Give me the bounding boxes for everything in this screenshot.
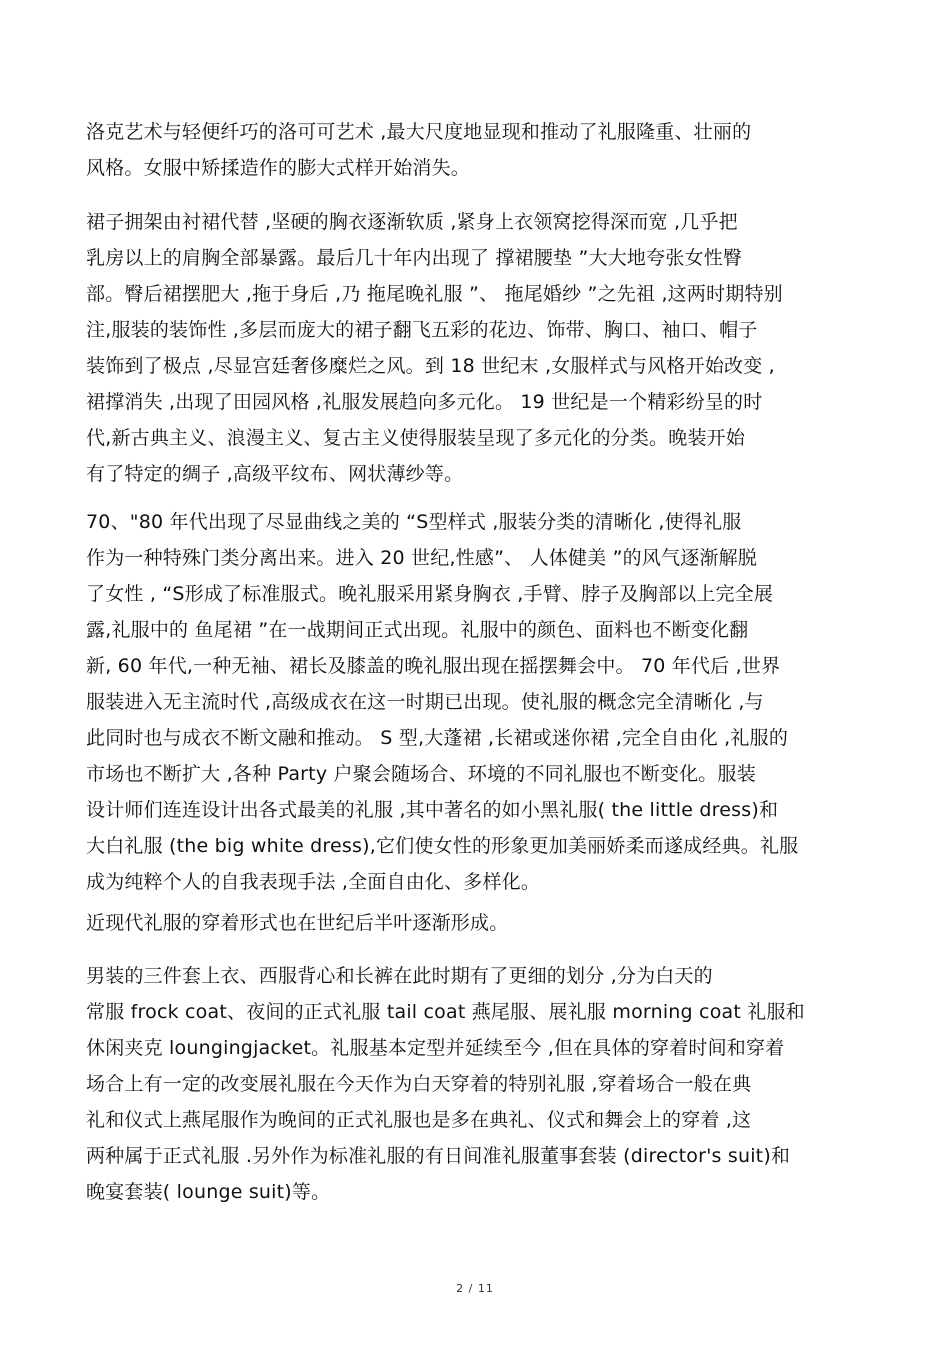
text-line: 装饰到了极点 ,尽显宫廷奢侈糜烂之风。到 18 世纪末 ,女服样式与风格开始改变 , [86,355,775,377]
text-line: 设计师们连连设计出各式最美的礼服 ,其中著名的如小黑礼服( the little dress)和 [86,799,779,821]
text-line: 有了特定的绸子 ,高级平纹布、网状薄纱等。 [86,463,464,485]
text-line: 休闲夹克 loungingjacket。礼服基本定型并延续至今 ,但在具体的穿着时间和穿着 [86,1037,785,1059]
text-line: 代,新古典主义、浪漫主义、复古主义使得服装呈现了多元化的分类。晚装开始 [86,427,746,449]
text-line: 大白礼服 (the big white dress),它们使女性的形象更加美丽娇柔而遂成经典。礼服 [86,835,799,857]
text-line: 作为一种特殊门类分离出来。进入 20 世纪,性感”、 人体健美 ”的风气逐渐解脱 [86,547,758,569]
page-number: 2 / 11 [456,1282,494,1295]
paragraph-5 [86,958,866,1210]
text-line: 男装的三件套上衣、西服背心和长裤在此时期有了更细的划分 ,分为白天的 [86,965,713,987]
text-line: 裙子拥架由衬裙代替 ,坚硬的胸衣逐渐软质 ,紧身上衣领窝挖得深而宽 ,几乎把 [86,211,738,233]
text-line: 乳房以上的肩胸全部暴露。最后几十年内出现了 撑裙腰垫 ”大大地夸张女性臀 [86,247,743,269]
paragraph-4 [86,905,866,941]
text-line: 礼和仪式上燕尾服作为晚间的正式礼服也是多在典礼、仪式和舞会上的穿着 ,这 [86,1109,752,1131]
text-line: 70、"80 年代出现了尽显曲线之美的 “S型样式 ,服装分类的清晰化 ,使得礼服 [86,511,742,533]
text-line: 成为纯粹个人的自我表现手法 ,全面自由化、多样化。 [86,871,541,893]
text-line: 注,服装的装饰性 ,多层而庞大的裙子翻飞五彩的花边、饰带、胸口、袖口、帽子 [86,319,758,341]
paragraph-2 [86,204,866,492]
text-line: 场合上有一定的改变展礼服在今天作为白天穿着的特别礼服 ,穿着场合一般在典 [86,1073,752,1095]
text-line: 部。臀后裙摆肥大 ,拖于身后 ,乃 拖尾晚礼服 ”、 拖尾婚纱 ”之先祖 ,这两时期特别 [86,283,783,305]
text-line: 新, 60 年代,一种无袖、裙长及膝盖的晚礼服出现在摇摆舞会中。 70 年代后 ,世界 [86,655,781,677]
text-line: 晚宴套装( lounge suit)等。 [86,1181,331,1203]
paragraph-3 [86,504,866,900]
text-line: 此同时也与成衣不断文融和推动。 S 型,大蓬裙 ,长裙或迷你裙 ,完全自由化 ,礼服的 [86,727,789,749]
text-line: 裙撑消失 ,出现了田园风格 ,礼服发展趋向多元化。 19 世纪是一个精彩纷呈的时 [86,391,763,413]
paragraph-1 [86,114,866,186]
text-line: 两种属于正式礼服 .另外作为标准礼服的有日间准礼服董事套装 (director's suit)和 [86,1145,791,1167]
text-line: 风格。女服中矫揉造作的膨大式样开始消失。 [86,157,471,179]
text-line: 近现代礼服的穿着形式也在世纪后半叶逐渐形成。 [86,912,509,934]
text-line: 了女性 , “S形成了标准服式。晚礼服采用紧身胸衣 ,手臂、脖子及胸部以上完全展 [86,583,774,605]
text-line: 洛克艺术与轻便纤巧的洛可可艺术 ,最大尺度地显现和推动了礼服隆重、壮丽的 [86,121,752,143]
text-line: 服装进入无主流时代 ,高级成衣在这一时期已出现。使礼服的概念完全清晰化 ,与 [86,691,764,713]
text-line: 常服 frock coat、夜间的正式礼服 tail coat 燕尾服、展礼服 morning coat 礼服和 [86,1001,805,1023]
text-line: 露,礼服中的 鱼尾裙 ”在一战期间正式出现。礼服中的颜色、面料也不断变化翻 [86,619,749,641]
text-line: 市场也不断扩大 ,各种 Party 户聚会随场合、环境的不同礼服也不断变化。服装 [86,763,756,785]
